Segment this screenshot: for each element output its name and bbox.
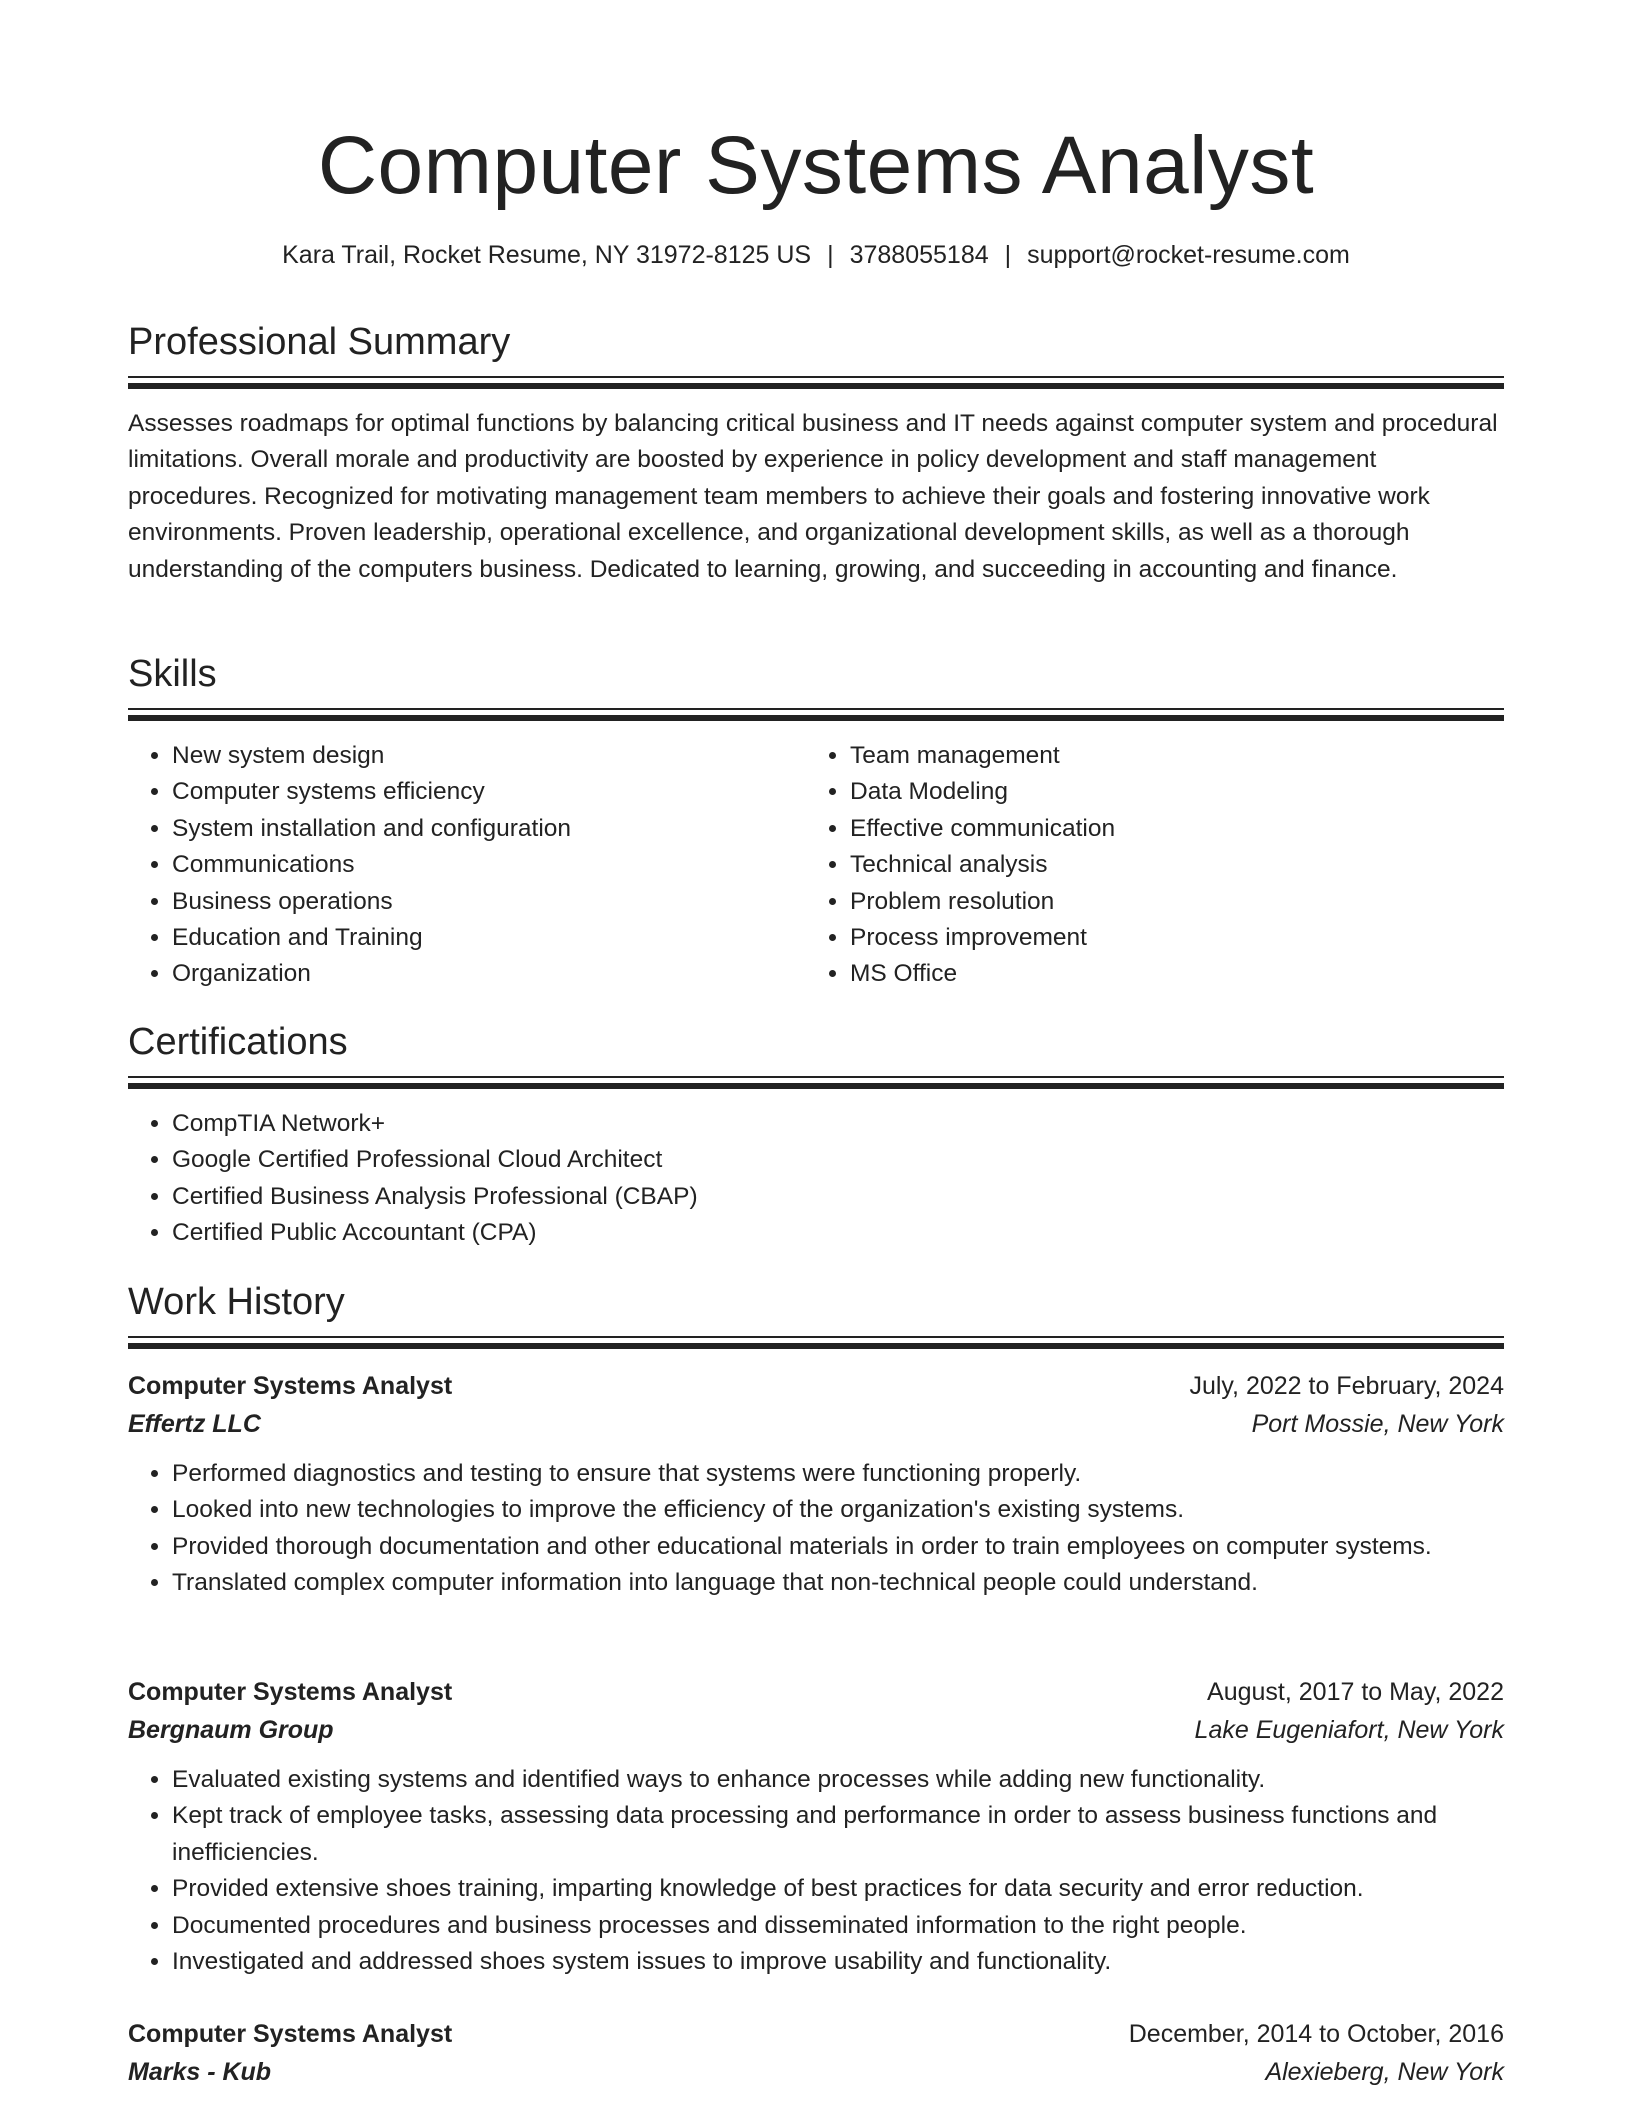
job-duty: • Provided extensive shoes training, imparting knowledge of best practices for data security and error reduction. xyxy=(172,1871,1504,1907)
contact-phone: 3788055184 xyxy=(849,241,989,269)
skill-item: • Process improvement xyxy=(850,920,1486,956)
skill-item: • Problem resolution xyxy=(850,884,1486,920)
job-entry xyxy=(128,1674,1504,1980)
skill-item: • System installation and configuration xyxy=(172,811,808,847)
certifications-section-header xyxy=(128,1018,1504,1089)
job-entry xyxy=(128,2016,1504,2092)
job-duty: • Translated complex computer information into language that non-technical people could understand. xyxy=(172,1565,1504,1601)
skill-item: • Data Modeling xyxy=(850,774,1486,810)
certifications-heading: Certifications xyxy=(128,1021,348,1063)
skill-item: • Computer systems efficiency xyxy=(172,774,808,810)
section-divider xyxy=(128,376,1504,378)
certification-item: • Certified Public Accountant (CPA) xyxy=(172,1215,1504,1251)
job-duty: • Performed diagnostics and testing to ensure that systems were functioning properly. xyxy=(172,1456,1504,1492)
job-title: Computer Systems Analyst xyxy=(128,1678,453,1706)
section-divider xyxy=(128,383,1504,389)
job-entry xyxy=(128,1368,1504,1602)
section-divider xyxy=(128,708,1504,710)
summary-text: Assesses roadmaps for optimal functions by balancing critical business and IT needs against computer system and procedural limitations. Overall morale and productivity are boosted by experience in policy development and staff management procedures. Recognized for motivating management team members to achieve their goals and fostering innovative work environments. Proven leadership, operational excellence, and organizational development skills, as well as a thorough understanding of the computers business. Dedicated to learning, growing, and succeeding in accounting and finance. xyxy=(128,410,1498,583)
job-title: Computer Systems Analyst xyxy=(128,1372,453,1400)
work-history-heading: Work History xyxy=(128,1281,345,1323)
section-divider xyxy=(128,1083,1504,1089)
job-duty: • Provided thorough documentation and other educational materials in order to train employees on computer systems. xyxy=(172,1529,1504,1565)
job-dates: July, 2022 to February, 2024 xyxy=(1189,1372,1504,1400)
skill-item: • Effective communication xyxy=(850,811,1486,847)
job-location: Lake Eugeniafort, New York xyxy=(1194,1716,1504,1744)
skill-item: • Education and Training xyxy=(172,920,808,956)
skill-item: • New system design xyxy=(172,738,808,774)
job-duty: • Kept track of employee tasks, assessing data processing and performance in order to assess business functions and inefficiencies. xyxy=(172,1798,1504,1871)
resume-title: Computer Systems Analyst xyxy=(317,120,1315,211)
section-divider xyxy=(128,1336,1504,1338)
work-history-section-header xyxy=(128,1278,1504,1349)
contact-separator: | xyxy=(1004,241,1012,269)
summary-section-header xyxy=(128,318,1504,389)
job-duty: • Looked into new technologies to improve the efficiency of the organization's existing systems. xyxy=(172,1492,1504,1528)
job-location: Alexieberg, New York xyxy=(1265,2058,1504,2086)
section-divider xyxy=(128,1343,1504,1349)
contact-email: support@rocket-resume.com xyxy=(1027,241,1350,269)
skill-item: • Communications xyxy=(172,847,808,883)
skill-item: • Organization xyxy=(172,956,808,992)
section-divider xyxy=(128,715,1504,721)
certification-item: • Certified Business Analysis Professional (CBAP) xyxy=(172,1179,1504,1215)
job-duties xyxy=(128,1762,1504,1980)
contact-address: Kara Trail, Rocket Resume, NY 31972-8125 US xyxy=(282,241,812,269)
skills-heading: Skills xyxy=(128,653,217,695)
skill-item: • MS Office xyxy=(850,956,1486,992)
job-company: Bergnaum Group xyxy=(128,1716,334,1744)
certifications-list xyxy=(128,1106,1504,1252)
job-duty: • Investigated and addressed shoes system issues to improve usability and functionality. xyxy=(172,1944,1504,1980)
skill-item: • Business operations xyxy=(172,884,808,920)
job-title: Computer Systems Analyst xyxy=(128,2020,453,2048)
job-duty: • Documented procedures and business processes and disseminated information to the right people. xyxy=(172,1908,1504,1944)
job-dates: August, 2017 to May, 2022 xyxy=(1207,1678,1504,1706)
section-divider xyxy=(128,1076,1504,1078)
job-duties xyxy=(128,1456,1504,1602)
job-company: Marks - Kub xyxy=(128,2058,272,2086)
skill-item: • Team management xyxy=(850,738,1486,774)
job-duty: • Evaluated existing systems and identified ways to enhance processes while adding new functionality. xyxy=(172,1762,1504,1798)
contact-line xyxy=(128,238,1504,272)
certification-item: • CompTIA Network+ xyxy=(172,1106,1504,1142)
job-dates: December, 2014 to October, 2016 xyxy=(1128,2020,1504,2048)
certification-item: • Google Certified Professional Cloud Architect xyxy=(172,1142,1504,1178)
job-location: Port Mossie, New York xyxy=(1251,1410,1504,1438)
skills-column-left xyxy=(128,738,808,993)
job-company: Effertz LLC xyxy=(128,1410,261,1438)
skills-section-header xyxy=(128,650,1504,721)
skill-item: • Technical analysis xyxy=(850,847,1486,883)
skills-column-right xyxy=(806,738,1486,993)
contact-separator: | xyxy=(827,241,834,269)
summary-heading: Professional Summary xyxy=(128,321,511,363)
